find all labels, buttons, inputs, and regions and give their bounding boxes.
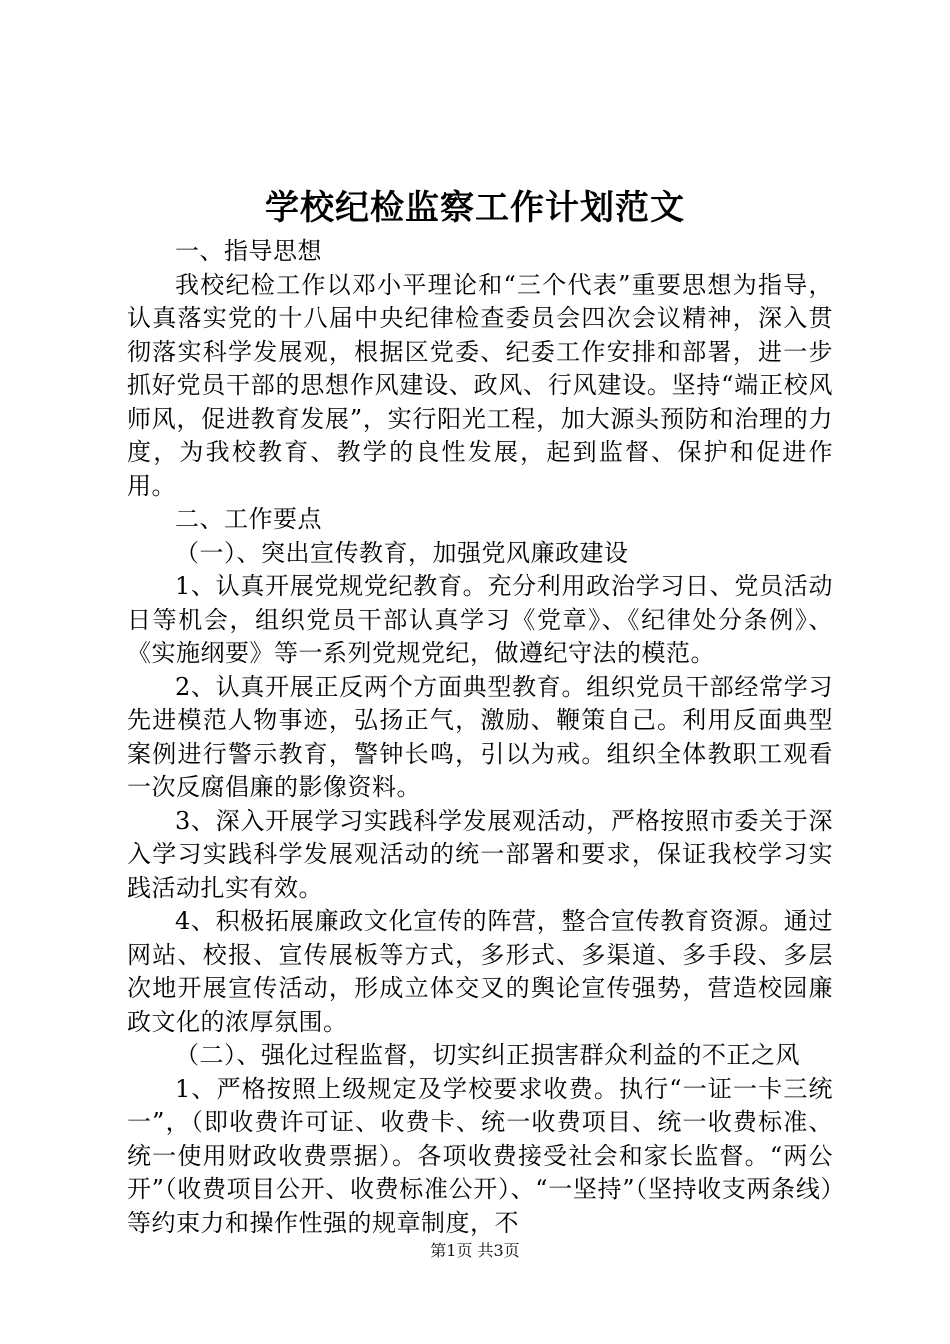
paragraph-guiding-ideology: 我校纪检工作以邓小平理论和“三个代表”重要思想为指导，认真落实党的十八届中央纪律检查委员会四次会议精神，深入贯彻落实科学发展观，根据区党委、纪委工作安排和部署，进一步抓好党员干部的思想作风建设、政风、行风建设。坚持“端正校风师风，促进教育发展”，实行阳光工程，加大源头预防和治理的力度，为我校教育、教学的良性发展，起到监督、保护和促进作用。: [127, 270, 833, 500]
document-body: [127, 235, 833, 1240]
page-footer: 第1页 共3页: [430, 1241, 520, 1260]
paragraph-item-1-3: 3、深入开展学习实践科学发展观活动，严格按照市委关于深入学习实践科学发展观活动的统一部署和要求，保证我校学习实践活动扎实有效。: [127, 806, 833, 902]
document-title: 学校纪检监察工作计划范文: [265, 188, 685, 228]
paragraph-item-2-1: 1、严格按照上级规定及学校要求收费。执行“一证一卡三统一”，（即收费许可证、收费卡、统一收费项目、统一收费标准、统一使用财政收费票据）。各项收费接受社会和家长监督。“两公开”（收费项目公开、收费标准公开）、“一坚持”（坚持收支两条线）等约束力和操作性强的规章制度，不: [127, 1074, 833, 1237]
subsection-heading-1: （一）、突出宣传教育，加强党风廉政建设: [175, 538, 629, 567]
paragraph-item-1-1: 1、认真开展党规党纪教育。充分利用政治学习日、党员活动日等机会，组织党员干部认真学习《党章》、《纪律处分条例》、《实施纲要》等一系列党规党纪，做遵纪守法的模范。: [127, 572, 833, 667]
section-heading-guiding-ideology: 一、指导思想: [175, 237, 322, 265]
section-heading-work-points: 二、工作要点: [175, 505, 322, 533]
paragraph-item-1-4: 4、积极拓展廉政文化宣传的阵营，整合宣传教育资源。通过网站、校报、宣传展板等方式，多形式、多渠道、多手段、多层次地开展宣传活动，形成立体交叉的舆论宣传强势，营造校园廉政文化的浓厚氛围。: [127, 907, 833, 1036]
subsection-heading-2: （二）、强化过程监督，切实纠正损害群众利益的不正之风: [175, 1041, 800, 1069]
paragraph-item-1-2: 2、认真开展正反两个方面典型教育。组织党员干部经常学习先进模范人物事迹，弘扬正气，激励、鞭策自己。利用反面典型案例进行警示教育，警钟长鸣，引以为戒。组织全体教职工观看一次反腐倡廉的影像资料。: [127, 672, 833, 801]
